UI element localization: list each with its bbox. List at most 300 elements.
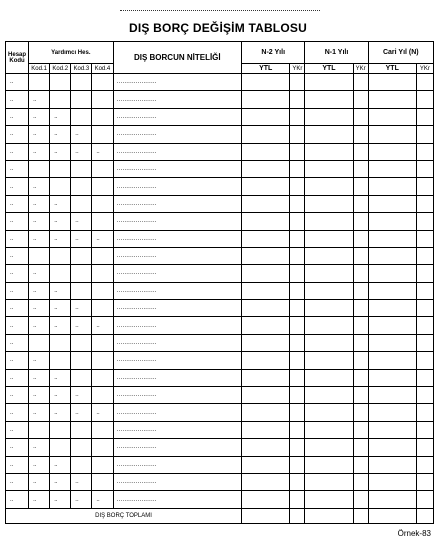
cell-kod-3[interactable]: ..: [71, 491, 92, 509]
cell-kod-4[interactable]: [92, 456, 113, 473]
cell-ytl-current[interactable]: [368, 178, 416, 195]
cell-kod-3[interactable]: [71, 91, 92, 108]
cell-kod-1[interactable]: ..: [29, 282, 50, 299]
cell-hesap-kodu[interactable]: ..: [6, 334, 29, 351]
cell-kod-1[interactable]: ..: [29, 404, 50, 421]
cell-hesap-kodu[interactable]: ..: [6, 74, 29, 91]
cell-ykr-n1[interactable]: [353, 473, 368, 490]
cell-ykr-n2[interactable]: [290, 421, 305, 438]
cell-kod-4[interactable]: ..: [92, 491, 113, 509]
cell-hesap-kodu[interactable]: ..: [6, 404, 29, 421]
cell-hesap-kodu[interactable]: ..: [6, 473, 29, 490]
cell-ykr-n2[interactable]: [290, 282, 305, 299]
cell-kod-2[interactable]: [50, 247, 71, 264]
cell-niteligi[interactable]: …………………: [113, 265, 242, 282]
cell-niteligi[interactable]: …………………: [113, 369, 242, 386]
cell-ytl-current[interactable]: [368, 300, 416, 317]
cell-ytl-n1[interactable]: [305, 265, 353, 282]
cell-ytl-n2[interactable]: [242, 491, 290, 509]
cell-ytl-current[interactable]: [368, 387, 416, 404]
cell-hesap-kodu[interactable]: ..: [6, 265, 29, 282]
cell-kod-4[interactable]: ..: [92, 317, 113, 334]
cell-kod-1[interactable]: ..: [29, 213, 50, 230]
total-ykr-n1[interactable]: [353, 509, 368, 524]
cell-kod-1[interactable]: ..: [29, 126, 50, 143]
cell-kod-1[interactable]: [29, 74, 50, 91]
cell-hesap-kodu[interactable]: ..: [6, 108, 29, 125]
cell-ytl-n2[interactable]: [242, 282, 290, 299]
cell-ytl-current[interactable]: [368, 247, 416, 264]
cell-ytl-n2[interactable]: [242, 178, 290, 195]
cell-kod-1[interactable]: ..: [29, 230, 50, 247]
cell-niteligi[interactable]: …………………: [113, 230, 242, 247]
cell-niteligi[interactable]: …………………: [113, 74, 242, 91]
cell-ykr-current[interactable]: [416, 160, 433, 177]
cell-kod-1[interactable]: ..: [29, 195, 50, 212]
cell-ykr-n2[interactable]: [290, 439, 305, 456]
cell-ykr-current[interactable]: [416, 334, 433, 351]
cell-kod-1[interactable]: ..: [29, 265, 50, 282]
cell-kod-1[interactable]: ..: [29, 387, 50, 404]
cell-ytl-n2[interactable]: [242, 213, 290, 230]
cell-ytl-n2[interactable]: [242, 74, 290, 91]
cell-kod-2[interactable]: ..: [50, 213, 71, 230]
cell-ytl-n1[interactable]: [305, 439, 353, 456]
cell-ytl-current[interactable]: [368, 282, 416, 299]
cell-ykr-n1[interactable]: [353, 195, 368, 212]
cell-hesap-kodu[interactable]: ..: [6, 456, 29, 473]
cell-kod-2[interactable]: ..: [50, 230, 71, 247]
cell-kod-2[interactable]: [50, 334, 71, 351]
cell-ykr-current[interactable]: [416, 439, 433, 456]
cell-ykr-n2[interactable]: [290, 265, 305, 282]
cell-ykr-current[interactable]: [416, 473, 433, 490]
cell-kod-3[interactable]: ..: [71, 473, 92, 490]
cell-kod-1[interactable]: ..: [29, 317, 50, 334]
cell-ytl-n1[interactable]: [305, 456, 353, 473]
cell-niteligi[interactable]: …………………: [113, 247, 242, 264]
cell-ytl-n1[interactable]: [305, 195, 353, 212]
cell-ykr-n1[interactable]: [353, 491, 368, 509]
cell-ytl-current[interactable]: [368, 404, 416, 421]
cell-kod-4[interactable]: [92, 473, 113, 490]
cell-ykr-n1[interactable]: [353, 230, 368, 247]
cell-kod-2[interactable]: ..: [50, 282, 71, 299]
cell-kod-4[interactable]: [92, 387, 113, 404]
cell-ykr-current[interactable]: [416, 91, 433, 108]
cell-kod-1[interactable]: ..: [29, 473, 50, 490]
cell-kod-1[interactable]: ..: [29, 491, 50, 509]
cell-kod-2[interactable]: [50, 439, 71, 456]
cell-niteligi[interactable]: …………………: [113, 91, 242, 108]
cell-ytl-n2[interactable]: [242, 160, 290, 177]
cell-ytl-n1[interactable]: [305, 108, 353, 125]
cell-ykr-n1[interactable]: [353, 300, 368, 317]
cell-ykr-n2[interactable]: [290, 195, 305, 212]
cell-niteligi[interactable]: …………………: [113, 317, 242, 334]
total-ytl-n1[interactable]: [305, 509, 353, 524]
cell-kod-4[interactable]: [92, 352, 113, 369]
cell-kod-2[interactable]: [50, 91, 71, 108]
cell-hesap-kodu[interactable]: ..: [6, 91, 29, 108]
cell-niteligi[interactable]: …………………: [113, 195, 242, 212]
cell-ytl-n2[interactable]: [242, 317, 290, 334]
cell-ykr-n2[interactable]: [290, 160, 305, 177]
cell-kod-3[interactable]: ..: [71, 300, 92, 317]
cell-ytl-current[interactable]: [368, 74, 416, 91]
cell-niteligi[interactable]: …………………: [113, 334, 242, 351]
total-ytl-current[interactable]: [368, 509, 416, 524]
cell-ytl-current[interactable]: [368, 317, 416, 334]
cell-kod-3[interactable]: ..: [71, 143, 92, 160]
cell-kod-2[interactable]: ..: [50, 473, 71, 490]
cell-ytl-n1[interactable]: [305, 387, 353, 404]
cell-kod-3[interactable]: [71, 421, 92, 438]
cell-ytl-n1[interactable]: [305, 126, 353, 143]
cell-ykr-current[interactable]: [416, 369, 433, 386]
cell-kod-4[interactable]: [92, 265, 113, 282]
cell-ykr-current[interactable]: [416, 143, 433, 160]
cell-ykr-n2[interactable]: [290, 456, 305, 473]
cell-ytl-n1[interactable]: [305, 317, 353, 334]
cell-ykr-n1[interactable]: [353, 369, 368, 386]
cell-ykr-current[interactable]: [416, 421, 433, 438]
cell-ykr-n1[interactable]: [353, 317, 368, 334]
cell-ykr-n1[interactable]: [353, 352, 368, 369]
cell-ykr-n1[interactable]: [353, 91, 368, 108]
cell-ytl-current[interactable]: [368, 213, 416, 230]
cell-ytl-n2[interactable]: [242, 91, 290, 108]
cell-ytl-n2[interactable]: [242, 387, 290, 404]
cell-kod-4[interactable]: [92, 439, 113, 456]
cell-ykr-current[interactable]: [416, 352, 433, 369]
cell-niteligi[interactable]: …………………: [113, 439, 242, 456]
cell-ykr-current[interactable]: [416, 491, 433, 509]
cell-ytl-current[interactable]: [368, 195, 416, 212]
cell-kod-3[interactable]: ..: [71, 126, 92, 143]
cell-hesap-kodu[interactable]: ..: [6, 160, 29, 177]
cell-ytl-current[interactable]: [368, 439, 416, 456]
cell-kod-1[interactable]: [29, 247, 50, 264]
cell-ytl-current[interactable]: [368, 230, 416, 247]
cell-kod-2[interactable]: [50, 265, 71, 282]
cell-kod-1[interactable]: ..: [29, 300, 50, 317]
cell-ykr-n2[interactable]: [290, 126, 305, 143]
cell-kod-4[interactable]: [92, 126, 113, 143]
cell-kod-2[interactable]: [50, 352, 71, 369]
cell-ytl-n1[interactable]: [305, 282, 353, 299]
cell-hesap-kodu[interactable]: ..: [6, 491, 29, 509]
cell-ytl-current[interactable]: [368, 473, 416, 490]
cell-ykr-current[interactable]: [416, 404, 433, 421]
cell-ykr-current[interactable]: [416, 230, 433, 247]
cell-ykr-n2[interactable]: [290, 352, 305, 369]
cell-ytl-n1[interactable]: [305, 491, 353, 509]
cell-ytl-n1[interactable]: [305, 334, 353, 351]
cell-ytl-n1[interactable]: [305, 213, 353, 230]
cell-ykr-current[interactable]: [416, 456, 433, 473]
cell-kod-4[interactable]: ..: [92, 404, 113, 421]
cell-ykr-n2[interactable]: [290, 491, 305, 509]
cell-ykr-n1[interactable]: [353, 247, 368, 264]
cell-kod-3[interactable]: [71, 195, 92, 212]
cell-kod-4[interactable]: [92, 282, 113, 299]
cell-ykr-current[interactable]: [416, 265, 433, 282]
cell-kod-3[interactable]: [71, 439, 92, 456]
cell-kod-1[interactable]: ..: [29, 439, 50, 456]
cell-ytl-current[interactable]: [368, 108, 416, 125]
cell-ytl-n2[interactable]: [242, 473, 290, 490]
cell-ykr-n2[interactable]: [290, 230, 305, 247]
cell-ykr-n1[interactable]: [353, 178, 368, 195]
cell-kod-4[interactable]: [92, 91, 113, 108]
cell-ykr-n2[interactable]: [290, 317, 305, 334]
cell-ytl-n1[interactable]: [305, 230, 353, 247]
cell-ykr-n2[interactable]: [290, 213, 305, 230]
cell-niteligi[interactable]: …………………: [113, 387, 242, 404]
cell-ykr-n1[interactable]: [353, 387, 368, 404]
cell-kod-4[interactable]: [92, 74, 113, 91]
cell-ykr-current[interactable]: [416, 213, 433, 230]
cell-hesap-kodu[interactable]: ..: [6, 439, 29, 456]
cell-ykr-n2[interactable]: [290, 387, 305, 404]
cell-kod-3[interactable]: ..: [71, 317, 92, 334]
cell-kod-4[interactable]: [92, 213, 113, 230]
cell-kod-3[interactable]: ..: [71, 213, 92, 230]
cell-ytl-n2[interactable]: [242, 456, 290, 473]
cell-kod-3[interactable]: [71, 178, 92, 195]
cell-niteligi[interactable]: …………………: [113, 300, 242, 317]
cell-kod-2[interactable]: ..: [50, 387, 71, 404]
cell-niteligi[interactable]: …………………: [113, 143, 242, 160]
cell-kod-2[interactable]: [50, 178, 71, 195]
cell-ytl-n1[interactable]: [305, 473, 353, 490]
cell-kod-3[interactable]: [71, 247, 92, 264]
cell-ykr-n2[interactable]: [290, 300, 305, 317]
cell-niteligi[interactable]: …………………: [113, 352, 242, 369]
cell-kod-2[interactable]: ..: [50, 108, 71, 125]
cell-kod-2[interactable]: ..: [50, 126, 71, 143]
cell-ytl-current[interactable]: [368, 456, 416, 473]
cell-ytl-current[interactable]: [368, 421, 416, 438]
cell-kod-1[interactable]: ..: [29, 91, 50, 108]
cell-kod-3[interactable]: [71, 160, 92, 177]
cell-ytl-n1[interactable]: [305, 421, 353, 438]
cell-hesap-kodu[interactable]: ..: [6, 247, 29, 264]
cell-niteligi[interactable]: …………………: [113, 213, 242, 230]
cell-kod-3[interactable]: [71, 369, 92, 386]
cell-kod-3[interactable]: [71, 265, 92, 282]
cell-hesap-kodu[interactable]: ..: [6, 195, 29, 212]
cell-niteligi[interactable]: …………………: [113, 126, 242, 143]
cell-kod-4[interactable]: [92, 369, 113, 386]
cell-kod-3[interactable]: ..: [71, 404, 92, 421]
cell-ykr-n2[interactable]: [290, 404, 305, 421]
cell-niteligi[interactable]: …………………: [113, 456, 242, 473]
cell-kod-2[interactable]: ..: [50, 143, 71, 160]
cell-ykr-n2[interactable]: [290, 473, 305, 490]
cell-kod-1[interactable]: [29, 421, 50, 438]
total-ytl-n2[interactable]: [242, 509, 290, 524]
cell-ykr-n1[interactable]: [353, 74, 368, 91]
cell-hesap-kodu[interactable]: ..: [6, 352, 29, 369]
cell-hesap-kodu[interactable]: ..: [6, 213, 29, 230]
cell-ytl-n2[interactable]: [242, 404, 290, 421]
cell-hesap-kodu[interactable]: ..: [6, 126, 29, 143]
cell-ytl-n2[interactable]: [242, 143, 290, 160]
cell-ytl-n1[interactable]: [305, 160, 353, 177]
cell-ykr-current[interactable]: [416, 247, 433, 264]
cell-ytl-n2[interactable]: [242, 369, 290, 386]
cell-ykr-current[interactable]: [416, 195, 433, 212]
cell-ytl-n2[interactable]: [242, 265, 290, 282]
cell-ykr-current[interactable]: [416, 300, 433, 317]
cell-ykr-n1[interactable]: [353, 404, 368, 421]
cell-ykr-n2[interactable]: [290, 108, 305, 125]
cell-ykr-n1[interactable]: [353, 265, 368, 282]
cell-kod-1[interactable]: ..: [29, 456, 50, 473]
cell-ykr-n2[interactable]: [290, 369, 305, 386]
cell-kod-1[interactable]: ..: [29, 108, 50, 125]
cell-ytl-current[interactable]: [368, 160, 416, 177]
cell-ykr-n1[interactable]: [353, 213, 368, 230]
cell-niteligi[interactable]: …………………: [113, 160, 242, 177]
cell-ykr-n1[interactable]: [353, 456, 368, 473]
cell-ykr-n1[interactable]: [353, 421, 368, 438]
cell-kod-4[interactable]: [92, 334, 113, 351]
cell-kod-2[interactable]: [50, 74, 71, 91]
cell-ytl-current[interactable]: [368, 334, 416, 351]
total-ykr-n2[interactable]: [290, 509, 305, 524]
cell-niteligi[interactable]: …………………: [113, 178, 242, 195]
cell-ytl-n2[interactable]: [242, 439, 290, 456]
cell-ykr-n1[interactable]: [353, 143, 368, 160]
cell-kod-4[interactable]: [92, 195, 113, 212]
cell-hesap-kodu[interactable]: ..: [6, 143, 29, 160]
cell-niteligi[interactable]: …………………: [113, 282, 242, 299]
cell-kod-1[interactable]: ..: [29, 143, 50, 160]
cell-kod-3[interactable]: [71, 456, 92, 473]
cell-kod-2[interactable]: ..: [50, 404, 71, 421]
cell-ytl-n1[interactable]: [305, 178, 353, 195]
cell-ytl-current[interactable]: [368, 352, 416, 369]
cell-ykr-current[interactable]: [416, 387, 433, 404]
cell-kod-2[interactable]: [50, 421, 71, 438]
cell-kod-1[interactable]: ..: [29, 178, 50, 195]
cell-kod-1[interactable]: ..: [29, 352, 50, 369]
cell-ytl-n2[interactable]: [242, 126, 290, 143]
cell-ytl-n2[interactable]: [242, 352, 290, 369]
cell-kod-4[interactable]: [92, 421, 113, 438]
cell-ytl-n2[interactable]: [242, 334, 290, 351]
cell-hesap-kodu[interactable]: ..: [6, 178, 29, 195]
cell-ytl-current[interactable]: [368, 369, 416, 386]
cell-ytl-n1[interactable]: [305, 300, 353, 317]
cell-ykr-n2[interactable]: [290, 143, 305, 160]
cell-ytl-current[interactable]: [368, 143, 416, 160]
cell-ytl-n1[interactable]: [305, 143, 353, 160]
cell-ytl-n2[interactable]: [242, 247, 290, 264]
cell-ykr-current[interactable]: [416, 108, 433, 125]
cell-ytl-current[interactable]: [368, 126, 416, 143]
cell-ykr-n2[interactable]: [290, 247, 305, 264]
cell-ykr-n2[interactable]: [290, 91, 305, 108]
cell-kod-1[interactable]: [29, 334, 50, 351]
cell-ykr-current[interactable]: [416, 317, 433, 334]
cell-kod-1[interactable]: ..: [29, 369, 50, 386]
cell-kod-2[interactable]: ..: [50, 491, 71, 509]
cell-ytl-n2[interactable]: [242, 195, 290, 212]
cell-ykr-current[interactable]: [416, 282, 433, 299]
cell-kod-2[interactable]: [50, 160, 71, 177]
cell-kod-2[interactable]: ..: [50, 456, 71, 473]
cell-ytl-current[interactable]: [368, 491, 416, 509]
cell-niteligi[interactable]: …………………: [113, 473, 242, 490]
cell-ytl-n1[interactable]: [305, 91, 353, 108]
cell-ykr-n1[interactable]: [353, 126, 368, 143]
cell-ykr-current[interactable]: [416, 178, 433, 195]
cell-ytl-n1[interactable]: [305, 247, 353, 264]
cell-kod-3[interactable]: [71, 352, 92, 369]
cell-ykr-n2[interactable]: [290, 74, 305, 91]
cell-ykr-n1[interactable]: [353, 439, 368, 456]
cell-ytl-current[interactable]: [368, 91, 416, 108]
cell-ykr-current[interactable]: [416, 74, 433, 91]
cell-kod-3[interactable]: ..: [71, 230, 92, 247]
cell-ykr-current[interactable]: [416, 126, 433, 143]
cell-ykr-n2[interactable]: [290, 334, 305, 351]
cell-ykr-n1[interactable]: [353, 282, 368, 299]
cell-niteligi[interactable]: …………………: [113, 491, 242, 509]
cell-kod-4[interactable]: [92, 160, 113, 177]
cell-ytl-n2[interactable]: [242, 108, 290, 125]
cell-kod-3[interactable]: [71, 108, 92, 125]
cell-kod-4[interactable]: [92, 300, 113, 317]
cell-hesap-kodu[interactable]: ..: [6, 300, 29, 317]
cell-kod-3[interactable]: [71, 74, 92, 91]
cell-kod-2[interactable]: ..: [50, 195, 71, 212]
total-ykr-current[interactable]: [416, 509, 433, 524]
cell-kod-3[interactable]: [71, 282, 92, 299]
cell-ytl-n1[interactable]: [305, 352, 353, 369]
cell-kod-3[interactable]: ..: [71, 387, 92, 404]
cell-ytl-n2[interactable]: [242, 230, 290, 247]
cell-ytl-n1[interactable]: [305, 369, 353, 386]
cell-hesap-kodu[interactable]: ..: [6, 317, 29, 334]
cell-ykr-n1[interactable]: [353, 160, 368, 177]
cell-hesap-kodu[interactable]: ..: [6, 387, 29, 404]
cell-kod-4[interactable]: [92, 178, 113, 195]
cell-ytl-n2[interactable]: [242, 421, 290, 438]
cell-ytl-n1[interactable]: [305, 404, 353, 421]
cell-niteligi[interactable]: …………………: [113, 108, 242, 125]
cell-kod-4[interactable]: [92, 108, 113, 125]
cell-kod-4[interactable]: ..: [92, 143, 113, 160]
cell-kod-2[interactable]: ..: [50, 317, 71, 334]
cell-ytl-current[interactable]: [368, 265, 416, 282]
cell-kod-4[interactable]: [92, 247, 113, 264]
cell-ykr-n2[interactable]: [290, 178, 305, 195]
cell-kod-4[interactable]: ..: [92, 230, 113, 247]
cell-hesap-kodu[interactable]: ..: [6, 369, 29, 386]
cell-niteligi[interactable]: …………………: [113, 404, 242, 421]
cell-ytl-n1[interactable]: [305, 74, 353, 91]
cell-kod-3[interactable]: [71, 334, 92, 351]
cell-ytl-n2[interactable]: [242, 300, 290, 317]
cell-niteligi[interactable]: …………………: [113, 421, 242, 438]
cell-hesap-kodu[interactable]: ..: [6, 421, 29, 438]
cell-kod-1[interactable]: [29, 160, 50, 177]
